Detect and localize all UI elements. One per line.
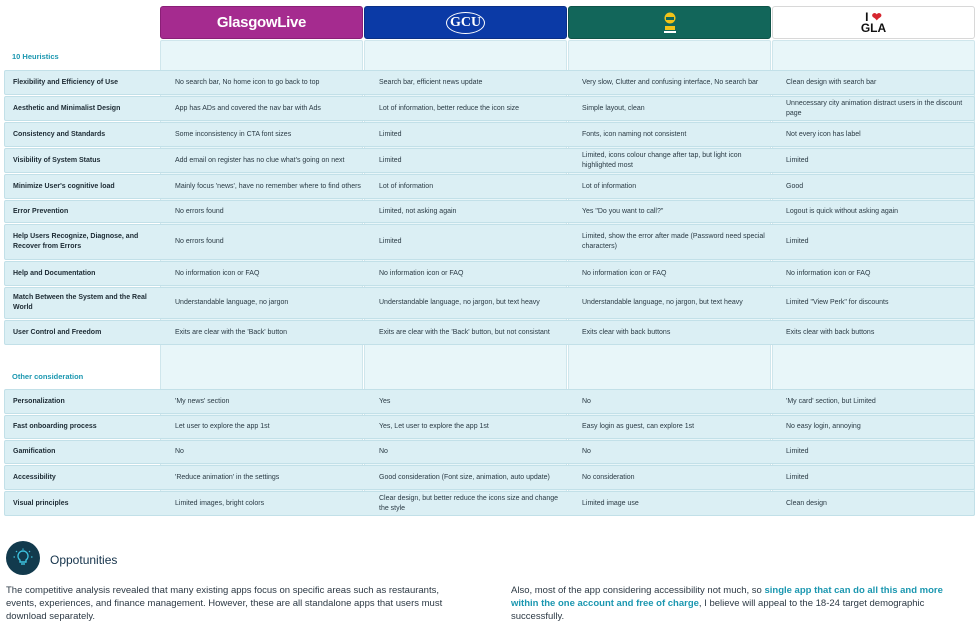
cell-gla: Exits clear with back buttons [786,328,875,336]
cell-glasgow: Limited image use [582,499,639,507]
glasgowlive-logo: GlasgowLive [216,14,307,31]
cell-gcu: Clear design, but better reduce the icons size and change the style [379,494,559,512]
cell-glasgowlive: No search bar, No home icon to go back to top [175,78,320,86]
row-label: Error Prevention [13,207,69,215]
table-row [4,287,975,319]
table-row [4,224,975,260]
table-row [4,261,975,286]
cell-gcu: Exits are clear with the 'Back' button, but not consistant [379,328,550,336]
opportunities-paragraph-2 [511,584,971,623]
cell-glasgowlive: Mainly focus 'news', have no remember where to find others [175,182,361,190]
cell-gcu: Lot of information [379,182,434,190]
cell-glasgowlive: No information icon or FAQ [175,269,260,277]
row-label: Help Users Recognize, Diagnose, and Recover from Errors [13,233,139,250]
cell-glasgow: No consideration [582,473,635,481]
cell-glasgowlive: Some inconsistency in CTA font sizes [175,130,292,138]
row-label: Flexibility and Efficiency of Use [13,78,119,86]
cell-glasgow: No information icon or FAQ [582,269,667,277]
heart-icon: ❤ [871,9,882,24]
cell-gcu: Yes, Let user to explore the app 1st [379,423,489,430]
row-label: Consistency and Standards [13,130,106,138]
table-row [4,465,975,490]
cell-glasgowlive: Understandable language, no jargon [175,299,289,306]
cell-glasgowlive: No errors found [175,238,224,245]
paragraph-text: , I believe will appeal to the 18-24 target demographic successfully. [511,598,925,622]
cell-gcu: Yes [379,397,391,405]
cell-gcu: No information icon or FAQ [379,269,464,277]
cell-glasgowlive: Add email on register has no clue what's going on next [175,156,345,164]
cell-glasgowlive: 'Reduce animation' in the settings [175,473,280,481]
table-row [4,200,975,223]
cell-gcu: Limited [379,130,402,138]
section-title-heuristics: 10 Heuristics [12,52,59,61]
row-label: Fast onboarding process [13,423,97,430]
row-label: Visibility of System Status [13,156,101,164]
cell-glasgowlive: App has ADs and covered the nav bar with Ads [175,104,321,112]
cell-glasgowlive: Limited images, bright colors [175,499,265,507]
cell-glasgow: Simple layout, clean [582,104,645,112]
cell-gla: Clean design [786,499,827,507]
row-label: Match Between the System and the Real World [13,294,147,311]
brand-header-glasgowlive [160,6,363,39]
cell-gcu: Lot of information, better reduce the icon size [379,104,520,112]
table-row [4,491,975,516]
cell-gcu: Search bar, efficient news update [379,78,483,86]
row-label: Aesthetic and Minimalist Design [13,104,121,112]
cell-glasgowlive: 'My news' section [175,397,230,405]
cell-glasgow: Very slow, Clutter and confusing interface, No search bar [582,78,759,86]
table-row [4,122,975,147]
cell-gcu: Limited, not asking again [379,207,457,215]
table-row [4,389,975,414]
cell-gcu: Good consideration (Font size, animation, auto update) [379,473,550,481]
cell-glasgowlive: No [175,448,184,455]
lightbulb-icon [6,541,40,575]
cell-glasgow: Limited, icons colour change after tap, but light icon highlighted most [582,151,742,169]
cell-gla: Logout is quick without asking again [786,207,899,215]
gla-logo: I ❤ GLA [860,9,887,35]
table-row [4,320,975,345]
cell-gla: Limited [786,238,809,245]
row-label: Help and Documentation [13,269,96,277]
cell-gla: Limited [786,473,809,481]
cell-glasgowlive: Exits are clear with the 'Back' button [175,328,288,336]
gcu-logo: GCU [446,12,485,34]
cell-gla: Clean design with search bar [786,78,877,86]
row-label: Minimize User's cognitive load [13,182,115,190]
table-row [4,415,975,439]
section-title-other: Other consideration [12,372,84,381]
cell-glasgowlive: No errors found [175,207,224,215]
cell-gla: Limited [786,156,809,164]
cell-gla: No easy login, annoying [786,423,861,430]
cell-gcu: Limited [379,238,402,245]
cell-gla: Limited "View Perk" for discounts [786,299,889,306]
cell-gcu: Understandable language, no jargon, but text heavy [379,299,540,306]
cell-glasgow: Understandable language, no jargon, but text heavy [582,299,743,306]
cell-glasgow: Exits clear with back buttons [582,328,671,336]
cell-gcu: Limited [379,156,402,164]
paragraph-text: Also, most of the app considering accessibility not much, so [511,585,765,596]
brand-header-glasgow [568,6,771,39]
table-row [4,440,975,464]
cell-glasgow: Easy login as guest, can explore 1st [582,423,695,430]
table-row [4,148,975,173]
row-label: Personalization [13,397,65,405]
opportunities-title: Oppotunities [50,553,118,567]
cell-glasgow: Fonts, icon naming not consistent [582,130,687,138]
cell-gla: No information icon or FAQ [786,269,871,277]
cell-glasgow: No [582,397,591,405]
cell-glasgow: No [582,448,591,455]
cell-gla: Not every icon has label [786,130,861,138]
row-label: Gamification [13,448,56,455]
brand-header-gla [772,6,975,39]
table-row [4,70,975,95]
cell-gcu: No [379,448,388,455]
cell-glasgow: Lot of information [582,182,637,190]
row-label: User Control and Freedom [13,328,102,336]
cell-gla: 'My card' section, but Limited [786,397,876,405]
cell-gla: Good [786,182,804,190]
row-label: Accessibility [13,473,56,481]
cell-gla: Limited [786,448,809,455]
brand-header-gcu [364,6,567,39]
glasgow-crest-icon [662,11,678,35]
table-row [4,96,975,121]
cell-glasgow: Limited, show the error after made (Password need special characters) [582,233,765,250]
cell-gla: Unnecessary city animation distract users in the discount page [786,99,963,117]
cell-glasgow: Yes "Do you want to call?" [582,207,664,215]
row-label: Visual principles [13,499,69,507]
cell-glasgowlive: Let user to explore the app 1st [175,423,270,430]
table-row [4,174,975,199]
highlight-text: single app that can do all this and more within the one account and free of charge [511,585,943,609]
opportunities-paragraph-1: The competitive analysis revealed that many existing apps focus on specific areas such as restaurants, events, experiences, and finance management. However, these are all standalone apps that users must download separately. [6,585,443,622]
